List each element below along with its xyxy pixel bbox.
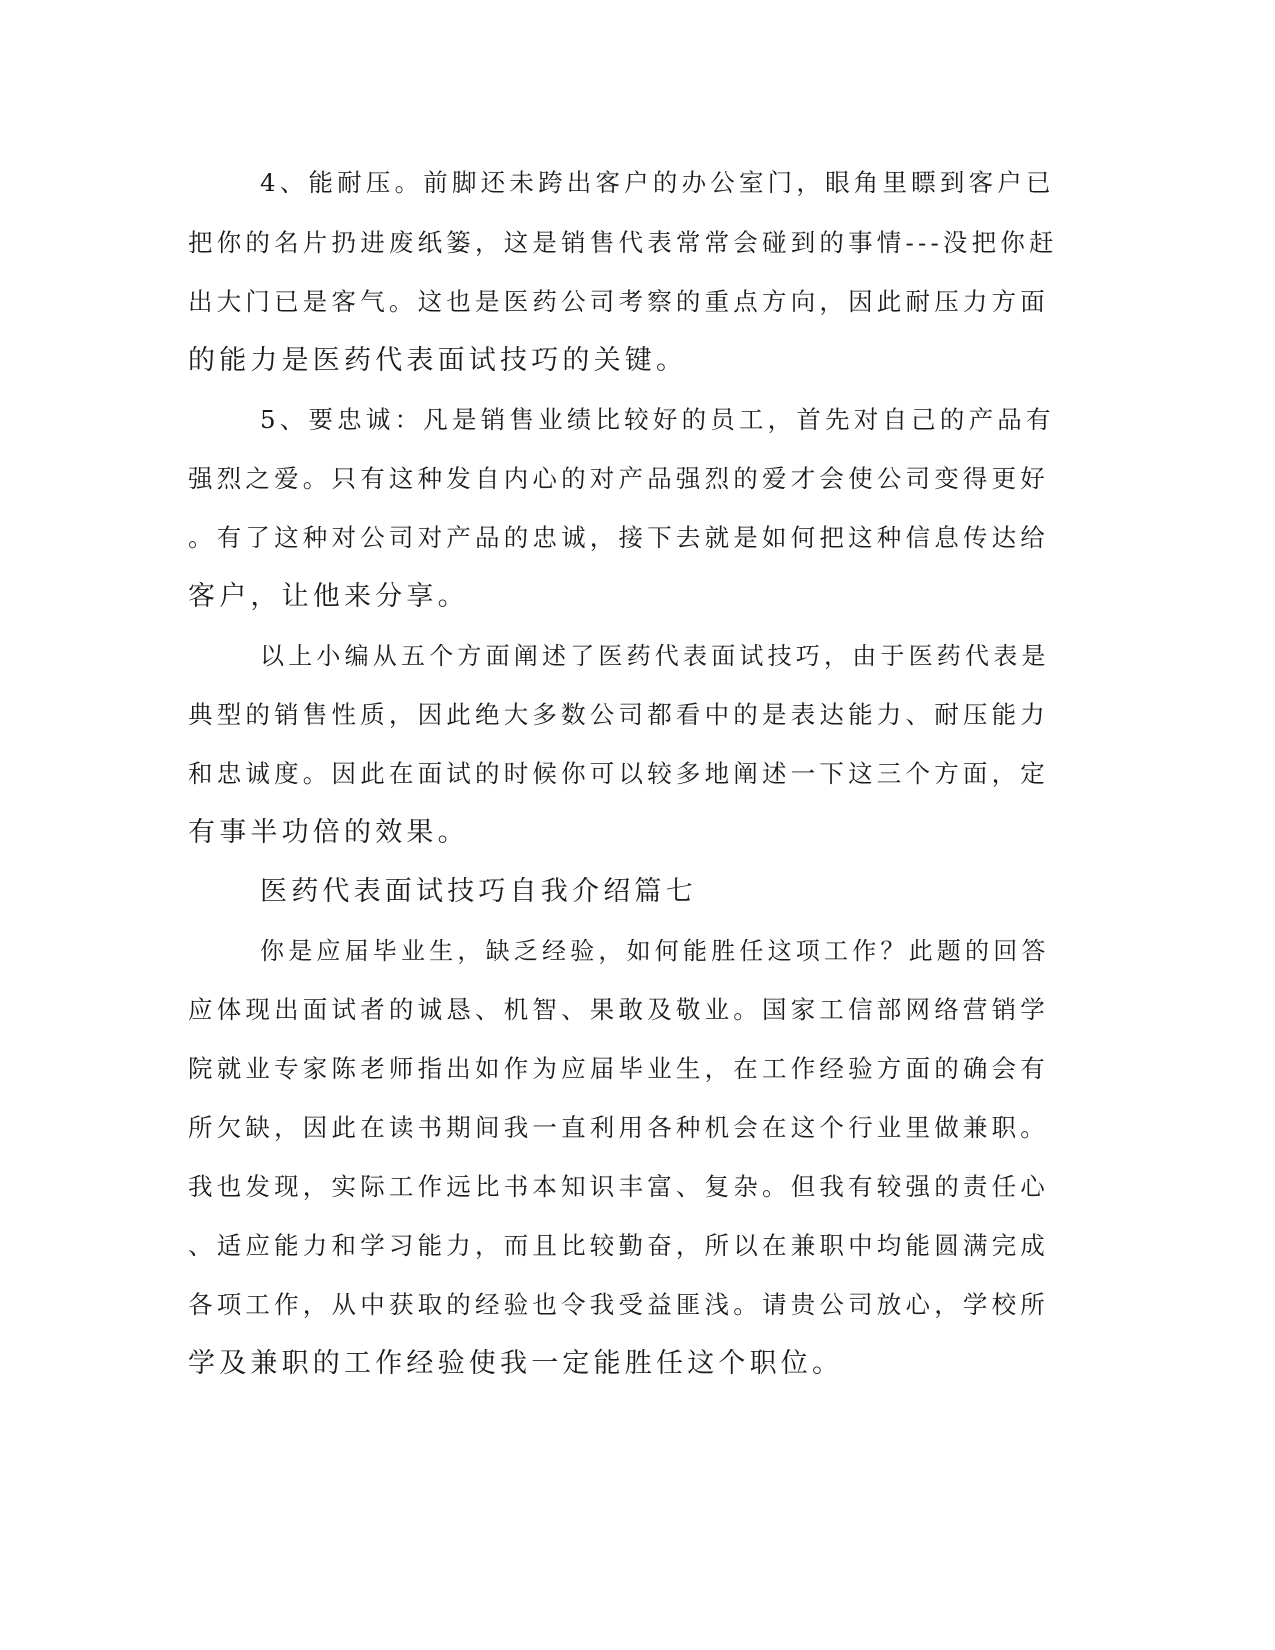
text-line: 强烈之爱。只有这种发自内心的对产品强烈的爱才会使公司变得更好 bbox=[188, 464, 1049, 493]
text-line: 典型的销售性质，因此绝大多数公司都看中的是表达能力、耐压能力 bbox=[188, 700, 1049, 729]
text-line: 的能力是医药代表面试技巧的关键。 bbox=[188, 345, 688, 376]
text-line: 你是应届毕业生，缺乏经验，如何能胜任这项工作？此题的回答 bbox=[260, 937, 1050, 965]
text-line: 。有了这种对公司对产品的忠诚，接下去就是如何把这种信息传达给 bbox=[188, 523, 1049, 552]
text-line: 4、能耐压。前脚还未跨出客户的办公室门，眼角里瞟到客户已 bbox=[260, 168, 1055, 197]
text-line: 、适应能力和学习能力，而且比较勤奋，所以在兼职中均能圆满完成 bbox=[188, 1231, 1049, 1260]
section-heading: 医药代表面试技巧自我介绍篇七 bbox=[260, 876, 697, 907]
text-line: 学及兼职的工作经验使我一定能胜任这个职位。 bbox=[188, 1348, 844, 1379]
text-line: 有事半功倍的效果。 bbox=[188, 817, 469, 848]
text-line: 所欠缺，因此在读书期间我一直利用各种机会在这个行业里做兼职。 bbox=[188, 1113, 1049, 1142]
text-line: 我也发现，实际工作远比书本知识丰富、复杂。但我有较强的责任心 bbox=[188, 1172, 1049, 1201]
text-line: 以上小编从五个方面阐述了医药代表面试技巧，由于医药代表是 bbox=[260, 642, 1050, 670]
text-line: 5、要忠诚：凡是销售业绩比较好的员工，首先对自己的产品有 bbox=[260, 405, 1055, 434]
text-line: 把你的名片扔进废纸篓，这是销售代表常常会碰到的事情---没把你赶 bbox=[188, 228, 1058, 257]
text-line: 应体现出面试者的诚恳、机智、果敢及敬业。国家工信部网络营销学 bbox=[188, 995, 1049, 1024]
text-line: 各项工作，从中获取的经验也令我受益匪浅。请贵公司放心，学校所 bbox=[188, 1290, 1049, 1319]
text-line: 出大门已是客气。这也是医药公司考察的重点方向，因此耐压力方面 bbox=[188, 287, 1049, 316]
text-line: 和忠诚度。因此在面试的时候你可以较多地阐述一下这三个方面，定 bbox=[188, 759, 1049, 788]
text-line: 院就业专家陈老师指出如作为应届毕业生，在工作经验方面的确会有 bbox=[188, 1054, 1049, 1083]
text-line: 客户，让他来分享。 bbox=[188, 581, 469, 612]
